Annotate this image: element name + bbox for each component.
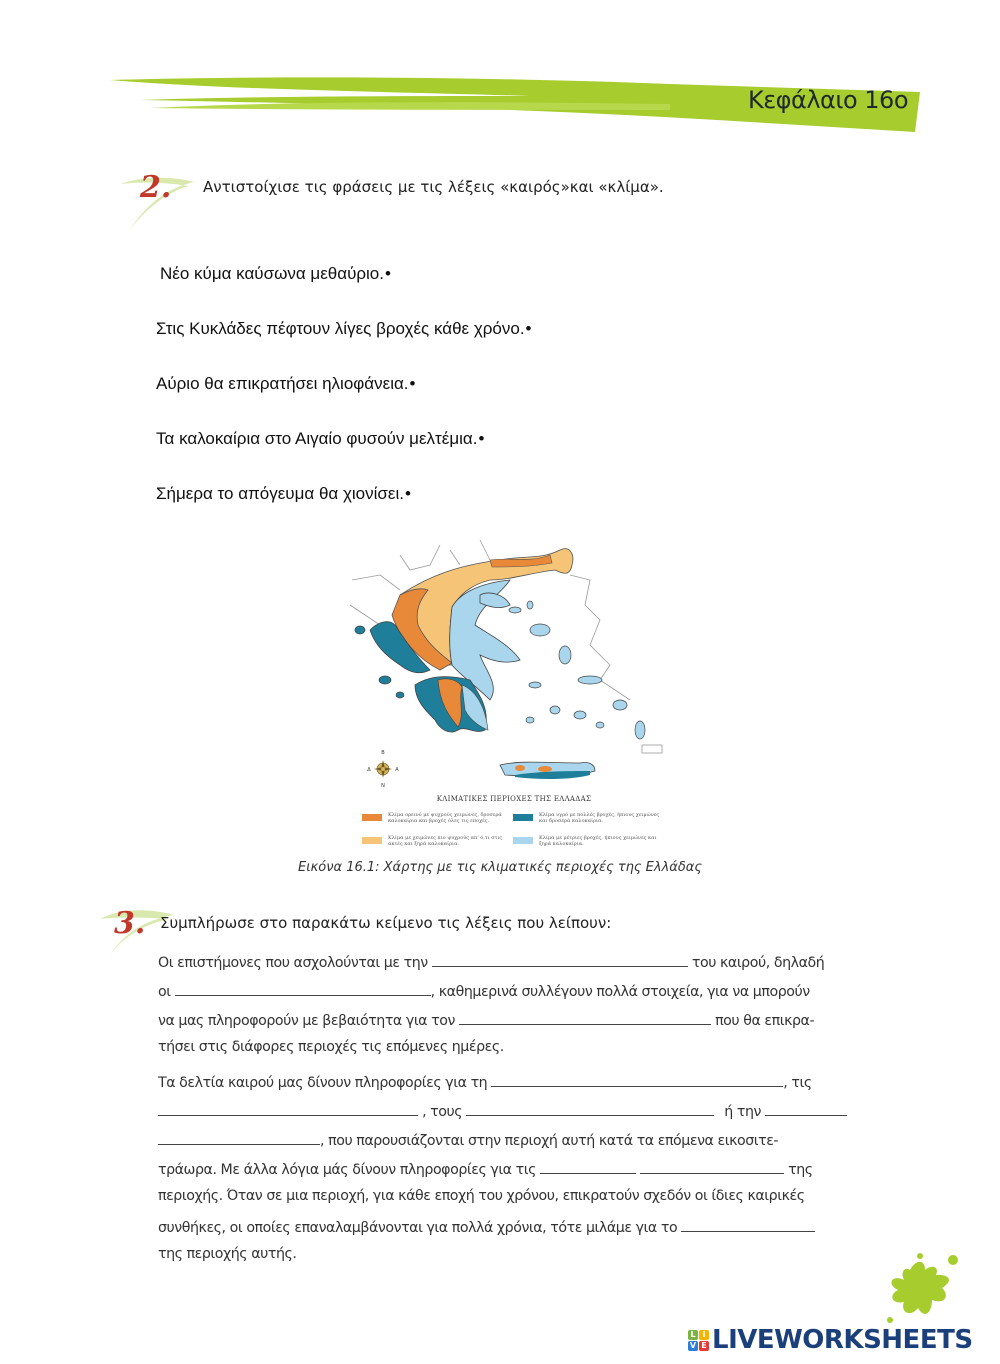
legend-text: Κλίμα με χειμώνες πιο ψυχρούς απ' ό,τι στις ακτές και ξηρά καλοκαίρια.: [388, 835, 503, 847]
match-dot[interactable]: •: [404, 484, 411, 503]
fill-line: [158, 1188, 893, 1217]
legend-swatch: [362, 837, 382, 844]
blank-input[interactable]: [158, 1101, 418, 1116]
legend-text: Κλίμα με μέτριες βροχές, ήπιους χειμώνες και ξηρά καλοκαίρια.: [539, 835, 657, 847]
blank-input[interactable]: [540, 1159, 636, 1174]
text-segment: τήσει στις διάφορες περιοχές τις επόμενες ημέρες.: [158, 1039, 504, 1055]
text-segment: οι: [158, 984, 171, 1000]
phrase-item[interactable]: [156, 429, 484, 449]
exercise-3-instruction: Συμπλήρωσε στο παρακάτω κείμενο τις λέξεις που λείπουν:: [160, 914, 612, 932]
blank-input[interactable]: [681, 1217, 815, 1232]
fill-line: [158, 1246, 893, 1275]
legend-swatch: [513, 837, 533, 844]
map-legend: [358, 795, 670, 857]
text-segment: του καιρού, δηλαδή: [691, 955, 825, 971]
fill-line: [158, 1010, 893, 1039]
exercise-2-number: 2.: [140, 170, 172, 205]
match-dot[interactable]: •: [385, 264, 391, 283]
liveworksheets-logo[interactable]: [688, 1325, 973, 1355]
fill-line: [158, 1101, 893, 1130]
phrase-item[interactable]: [156, 319, 532, 339]
phrase-item[interactable]: [156, 374, 416, 394]
exercise-2-instruction: Αντιστοίχισε τις φράσεις με τις λέξεις «καιρός»και «κλίμα».: [203, 178, 664, 196]
text-segment: που θα επικρα-: [715, 1013, 815, 1029]
text-segment: ή την: [724, 1104, 761, 1120]
blank-input[interactable]: [175, 981, 431, 996]
text-segment: , καθημερινά συλλέγουν πολλά στοιχεία, για να μπορούν: [430, 984, 810, 1000]
fill-line: [158, 952, 893, 981]
text-segment: τράωρα. Με άλλα λόγια μάς δίνουν πληροφορίες για τις: [158, 1162, 536, 1178]
legend-item: [362, 812, 512, 824]
legend-swatch: [513, 814, 533, 821]
text-segment: Τα δελτία καιρού μας δίνουν πληροφορίες για τη: [158, 1075, 488, 1091]
phrase-text: Νέο κύμα καύσωνα μεθαύριο.: [160, 264, 384, 283]
fill-line: [158, 1072, 893, 1101]
legend-swatch: [362, 814, 382, 821]
phrase-text: Τα καλοκαίρια στο Αιγαίο φυσούν μελτέμια.: [156, 429, 478, 448]
compass-rose-icon: [374, 760, 392, 778]
svg-text:Δ: Δ: [367, 767, 371, 773]
blank-input[interactable]: [158, 1130, 320, 1145]
live-blocks-icon: L I V E: [688, 1330, 709, 1351]
blank-input[interactable]: [466, 1101, 714, 1116]
fill-line: [158, 981, 893, 1010]
svg-text:Α: Α: [395, 767, 399, 773]
text-segment: , τους: [422, 1104, 463, 1120]
blank-input[interactable]: [432, 952, 688, 967]
legend-title: ΚΛΙΜΑΤΙΚΕΣ ΠΕΡΙΟΧΕΣ ΤΗΣ ΕΛΛΑΔΑΣ: [436, 795, 592, 803]
match-dot[interactable]: •: [525, 319, 532, 338]
blank-input[interactable]: [765, 1101, 847, 1116]
blank-input[interactable]: [459, 1010, 711, 1025]
svg-text:Β: Β: [381, 750, 385, 756]
legend-item: [362, 835, 512, 847]
blank-input[interactable]: [491, 1072, 783, 1087]
logo-text: LIVEWORKSHEETS: [712, 1325, 973, 1355]
phrase-text: Αύριο θα επικρατήσει ηλιοφάνεια.: [156, 374, 409, 393]
text-segment: περιοχής. Όταν σε μια περιοχή, για κάθε εποχή του χρόνου, επικρατούν σχεδόν οι ίδιες καιρικές: [158, 1188, 805, 1204]
phrase-item[interactable]: [156, 484, 411, 504]
phrase-text: Στις Κυκλάδες πέφτουν λίγες βροχές κάθε χρόνο.: [156, 319, 525, 338]
legend-item: [513, 812, 663, 824]
text-segment: της: [788, 1162, 813, 1178]
text-segment: να μας πληροφορούν με βεβαιότητα για τον: [158, 1013, 455, 1029]
svg-text:Ν: Ν: [381, 783, 385, 789]
chapter-title: Κεφάλαιο 16ο: [747, 86, 908, 114]
figure-caption: Εικόνα 16.1: Χάρτης με τις κλιματικές περιοχές της Ελλάδας: [298, 860, 702, 875]
exercise-3-number: 3.: [114, 906, 146, 941]
legend-text: Κλίμα ορεινό με ψυχρούς χειμώνες, δροσερά καλοκαίρια και βροχές όλες τις εποχές.: [388, 812, 502, 824]
fill-line: [158, 1159, 893, 1188]
legend-item: [513, 835, 663, 847]
fill-line: [158, 1130, 893, 1159]
fill-line: [158, 1039, 893, 1068]
text-segment: Οι επιστήμονες που ασχολούνται με την: [158, 955, 428, 971]
text-segment: , που παρουσιάζονται στην περιοχή αυτή κατά τα επόμενα εικοσιτε-: [320, 1133, 779, 1149]
match-dot[interactable]: •: [409, 374, 416, 393]
phrase-text: Σήμερα το απόγευμα θα χιονίσει.: [156, 484, 404, 503]
text-segment: , τις: [783, 1075, 812, 1091]
text-segment: της περιοχής αυτής.: [158, 1246, 297, 1262]
blank-input[interactable]: [640, 1159, 784, 1174]
fill-line: [158, 1217, 893, 1246]
paint-splat-icon: [870, 1250, 965, 1330]
greece-climate-map: [340, 535, 680, 790]
phrase-item[interactable]: [160, 264, 391, 284]
match-dot[interactable]: •: [478, 429, 485, 448]
text-segment: συνθήκες, οι οποίες επαναλαμβάνονται για πολλά χρόνια, τότε μιλάμε για το: [158, 1220, 678, 1236]
legend-text: Κλίμα υγρό με πολλές βροχές, ήπιους χειμώνες και δροσερά καλοκαίρια.: [539, 812, 660, 824]
